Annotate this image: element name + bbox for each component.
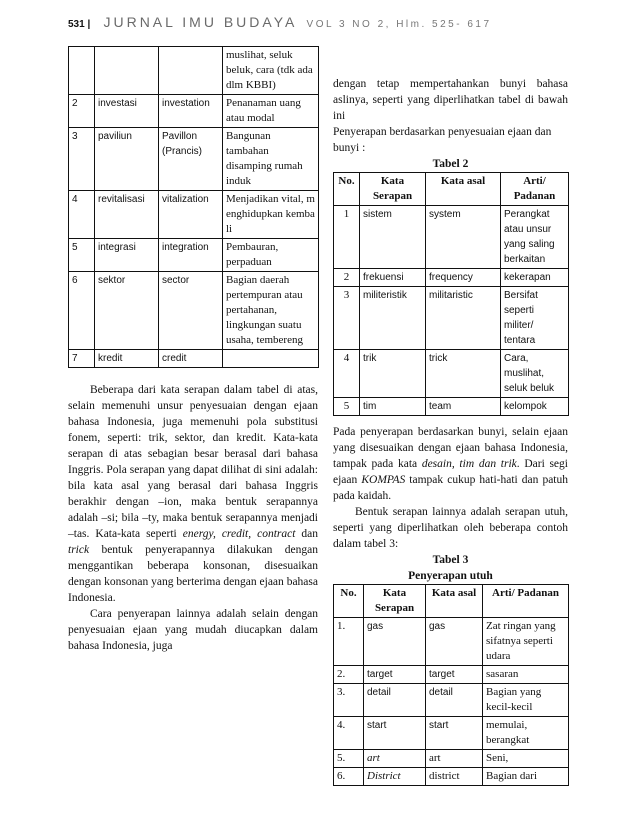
page-number: 531 | [68, 19, 91, 30]
table2 [333, 172, 569, 416]
table-row: 2 frekuensi frequency kekerapan [334, 269, 569, 287]
table-row: 5 integrasi integration Pembauran, perpaduan [69, 239, 319, 272]
left-column [68, 46, 318, 654]
paragraph: dengan tetap mempertahankan bunyi bahasa aslinya, seperti yang diperlihatkan tabel di bawah ini [333, 78, 568, 122]
table-row: 3. detail detail Bagian yang kecil-kecil [334, 684, 569, 717]
table-row: 1 sistem system Perangkat atau unsur yang saling berkaitan [334, 206, 569, 269]
table-row: 1. gas gas Zat ringan yang sifatnya seperti udara [334, 618, 569, 666]
table-row: 6. District district Bagian dari [334, 768, 569, 786]
table3-title: Tabel 3 [432, 554, 469, 566]
table3-subtitle: Penyerapan utuh [408, 570, 493, 582]
table-row: 3 paviliun Pavillon (Prancis) Bangunan tambahan disamping rumah induk [69, 128, 319, 191]
table-header-row: No. Kata Serapan Kata asal Arti/ Padanan [334, 585, 569, 618]
paragraph: Beberapa dari kata serapan dalam tabel di atas, selain memenuhi unsur penyesuaian dengan ejaan bahasa Indonesia, juga memenuhi pola substitusi fonem, seperti: trik, sektor, dan kredit. Kata-kata serapan di atas sebagian besar berasal dari bahasa Inggris. Pola serapan yang dapat dilihat di sini adalah: bila kata asal yang berasal dari bahasa Inggris berakhir dengan –ion, maka bentuk serapannya adalah –si; bila –ty, maka bentuk serapannya menjadi –tas. Kata-kata seperti energy, credit, contract dan trick bentuk penyerapannya dilakukan dengan menggantikan beberapa konsonan, disesuaikan dengan konsonan yang berterima dengan ejaan bahasa Indonesia. [68, 384, 319, 604]
table-row: 4. start start memulai, berangkat [334, 717, 569, 750]
table-row: 6 sektor sector Bagian daerah pertempuran atau pertahanan, lingkungan suatu usaha, tembereng [69, 272, 319, 350]
paragraph: Bentuk serapan lainnya adalah serapan utuh, seperti yang diperlihatkan oleh beberapa contoh dalam tabel 3: [333, 506, 568, 550]
table-row: 5 tim team kelompok [334, 398, 569, 416]
paragraph: Pada penyerapan berdasarkan bunyi, selain ejaan yang disesuaikan dengan ejaan bahasa Indonesia, tampak pada kata desain, tim dan trik. Dari segi ejaan KOMPAS tampak cukup hati-hati dan patuh pada kaidah. [333, 426, 569, 502]
table-row: 7 kredit credit [69, 350, 319, 368]
table-row: 3 militeristik militaristic Bersifat seperti militer/ tentara [334, 287, 569, 350]
journal-title: JURNAL IMU BUDAYA [103, 14, 298, 30]
table-row: 4 trik trick Cara, muslihat, seluk beluk [334, 350, 569, 398]
paragraph: Penyerapan berdasarkan penyesuaian ejaan dan bunyi : [333, 126, 552, 154]
right-column [333, 76, 568, 786]
table1-continued [68, 46, 319, 368]
page-header [68, 14, 588, 36]
table-row: 5. art art Seni, [334, 750, 569, 768]
table-row: 2. target target sasaran [334, 666, 569, 684]
volume-info: VOL 3 NO 2, Hlm. 525- 617 [306, 19, 492, 30]
paragraph: Cara penyerapan lainnya adalah selain dengan penyesuaian ejaan yang mudah diucapkan dalam bahasa Indonesia, juga [68, 608, 318, 652]
table-header-row: No. Kata Serapan Kata asal Arti/ Padanan [334, 173, 569, 206]
table2-title: Tabel 2 [432, 158, 469, 170]
table-row: muslihat, seluk beluk, cara (tdk ada dlm KBBI) [69, 47, 319, 95]
table3 [333, 584, 569, 786]
table-row: 4 revitalisasi vitalization Menjadikan vital, menghidupkan kembali [69, 191, 319, 239]
table-row: 2 investasi investation Penanaman uang atau modal [69, 95, 319, 128]
